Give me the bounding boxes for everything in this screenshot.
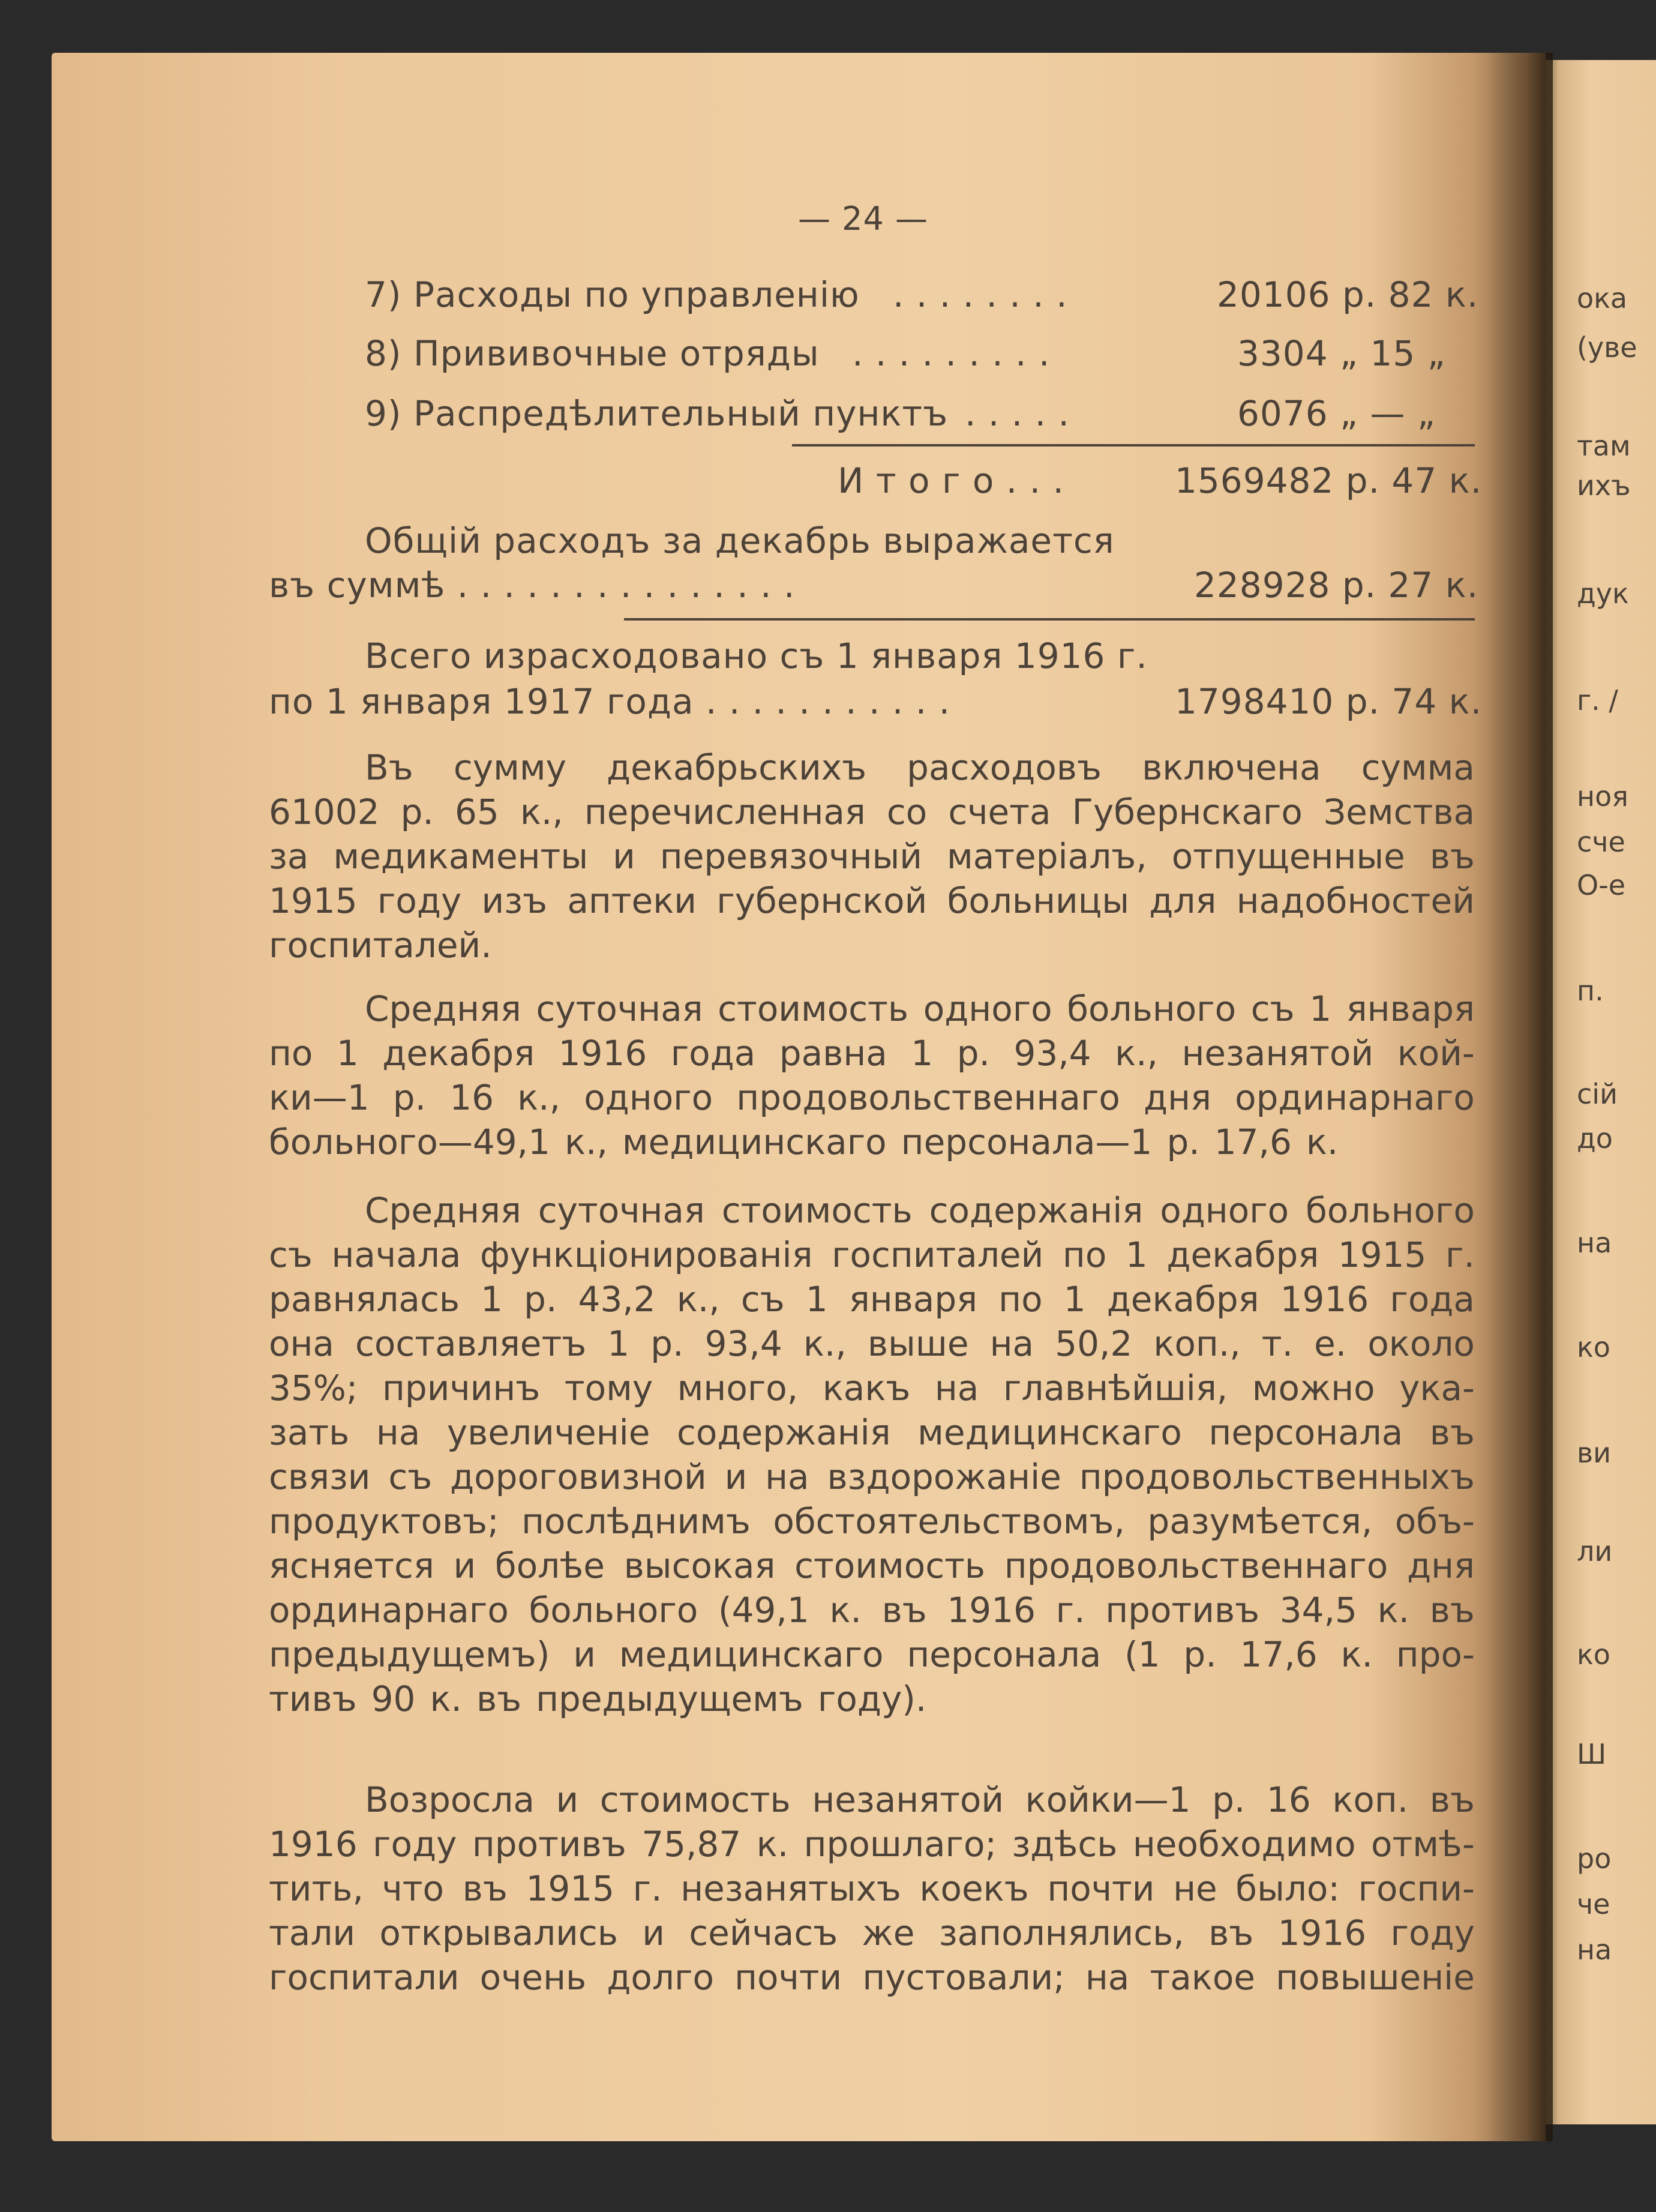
itogo-label: И т о г о . . . [838,460,1064,501]
paragraph [269,1190,1475,1733]
leader-dots: . . . . . . . . [893,274,1068,315]
text-line: за медикаменты и перевязочный матеріалъ, отпущенные въ [269,836,1475,877]
expense-label: 9) Распредѣлительный пунктъ [365,393,949,434]
paragraph [269,1779,1475,2004]
fragment: на [1577,1227,1612,1259]
expense-amount: 3304 „ 15 „ [1237,333,1446,374]
fragment: п. [1577,975,1604,1007]
paragraph [269,747,1475,966]
text-line: ординарнаго больного (49,1 к. въ 1916 г. противъ 34,5 к. въ [269,1590,1475,1630]
fragment: дук [1577,577,1629,610]
total-rule [624,618,1475,621]
fragment: че [1577,1888,1610,1920]
text-line: продуктовъ; послѣднимъ обстоятельствомъ, разумѣется, объ- [269,1501,1475,1542]
text-line: Средняя суточная стоимость одного больного съ 1 января [365,988,1475,1029]
expense-amount: 20106 р. 82 к. [1217,274,1479,315]
text-line: Средняя суточная стоимость содержанія одного больного [365,1190,1475,1231]
leader-dots: . . . . . [965,393,1070,434]
text-line: зать на увеличеніе содержанія медицинскаго персонала въ [269,1412,1475,1453]
total-line-1: Всего израсходовано съ 1 января 1916 г. [365,636,1148,676]
paragraph [269,988,1475,1162]
page-number: — 24 — [798,200,929,238]
leader-dots: . . . . . . . . . [852,333,1051,374]
sum-rule [792,444,1475,446]
fragment: ноя [1577,780,1628,813]
expense-label: 7) Расходы по управленію [365,274,860,315]
text-line: связи съ дороговизной и на вздорожаніе продовольственныхъ [269,1456,1475,1497]
fragment: ро [1577,1842,1612,1875]
text-line: Возросла и стоимость незанятой койки—1 р. 16 коп. въ [365,1779,1475,1820]
text-line: тить, что въ 1915 г. незанятыхъ коекъ почти не было: госпи- [269,1868,1475,1909]
fragment: ко [1577,1331,1610,1363]
text-line: ясняется и болѣе высокая стоимость продовольственнаго дня [269,1545,1475,1586]
expense-amount: 6076 „ — „ [1237,393,1436,434]
fragment: на [1577,1934,1612,1966]
text-line: 61002 р. 65 к., перечисленная со счета Губернскаго Земства [269,792,1475,832]
text-line: госпиталей. [269,925,492,966]
text-line: Въ сумму декабрьскихъ расходовъ включена сумма [365,747,1475,788]
text-line: тали открывались и сейчасъ же заполнялись, въ 1916 году [269,1913,1475,1953]
fragment: там [1577,430,1631,462]
text-line: больного—49,1 к., медицинскаго персонала—1 р. 17,6 к. [269,1122,1339,1162]
fragment: ли [1577,1535,1613,1567]
total-amount: 1798410 р. 74 к. [1175,681,1483,722]
expense-label: 8) Прививочные отряды [365,333,820,374]
book-gutter [1487,53,1553,2141]
fragment: ока [1577,282,1628,314]
text-line: съ начала функціонированія госпиталей по 1 декабря 1915 г. [269,1234,1475,1275]
text-line: по 1 декабря 1916 года равна 1 р. 93,4 к., незанятой кой- [269,1033,1475,1074]
total-line-2: по 1 января 1917 года . . . . . . . . . . . [269,681,951,722]
text-line: 1916 году противъ 75,87 к. прошлаго; здѣсь необходимо отмѣ- [269,1824,1475,1865]
fragment: Ш [1577,1738,1607,1770]
fragment: ви [1577,1437,1612,1469]
december-amount: 228928 р. 27 к. [1194,565,1479,606]
fragment: г. / [1577,684,1618,717]
fragment: ихъ [1577,469,1631,502]
fragment: сче [1577,826,1625,858]
fragment: ко [1577,1638,1610,1671]
text-line: равнялась 1 р. 43,2 к., съ 1 января по 1 декабря 1916 года [269,1279,1475,1320]
fragment: О-е [1577,869,1626,901]
itogo-amount: 1569482 р. 47 к. [1175,460,1483,501]
text-line: предыдущемъ) и медицинскаго персонала (1 р. 17,6 к. про- [269,1634,1475,1675]
text-line: 35%; причинъ тому много, какъ на главнѣйшія, можно ука- [269,1368,1475,1408]
text-line: ки—1 р. 16 к., одного продовольственнаго дня ординарнаго [269,1077,1475,1118]
text-line: тивъ 90 к. въ предыдущемъ году). [269,1679,927,1719]
text-line: она составляетъ 1 р. 93,4 к., выше на 50,2 коп., т. е. около [269,1323,1475,1364]
fragment: (уве [1577,331,1637,364]
fragment: до [1577,1122,1613,1155]
text-line: госпитали очень долго почти пустовали; на такое повышеніе [269,1957,1475,1998]
december-line-1: Общій расходъ за декабрь выражается [365,520,1115,561]
fragment: сій [1577,1078,1618,1110]
december-line-2: въ суммѣ . . . . . . . . . . . . . . . [269,565,796,606]
text-line: 1915 году изъ аптеки губернской больницы для надобностей [269,880,1475,921]
